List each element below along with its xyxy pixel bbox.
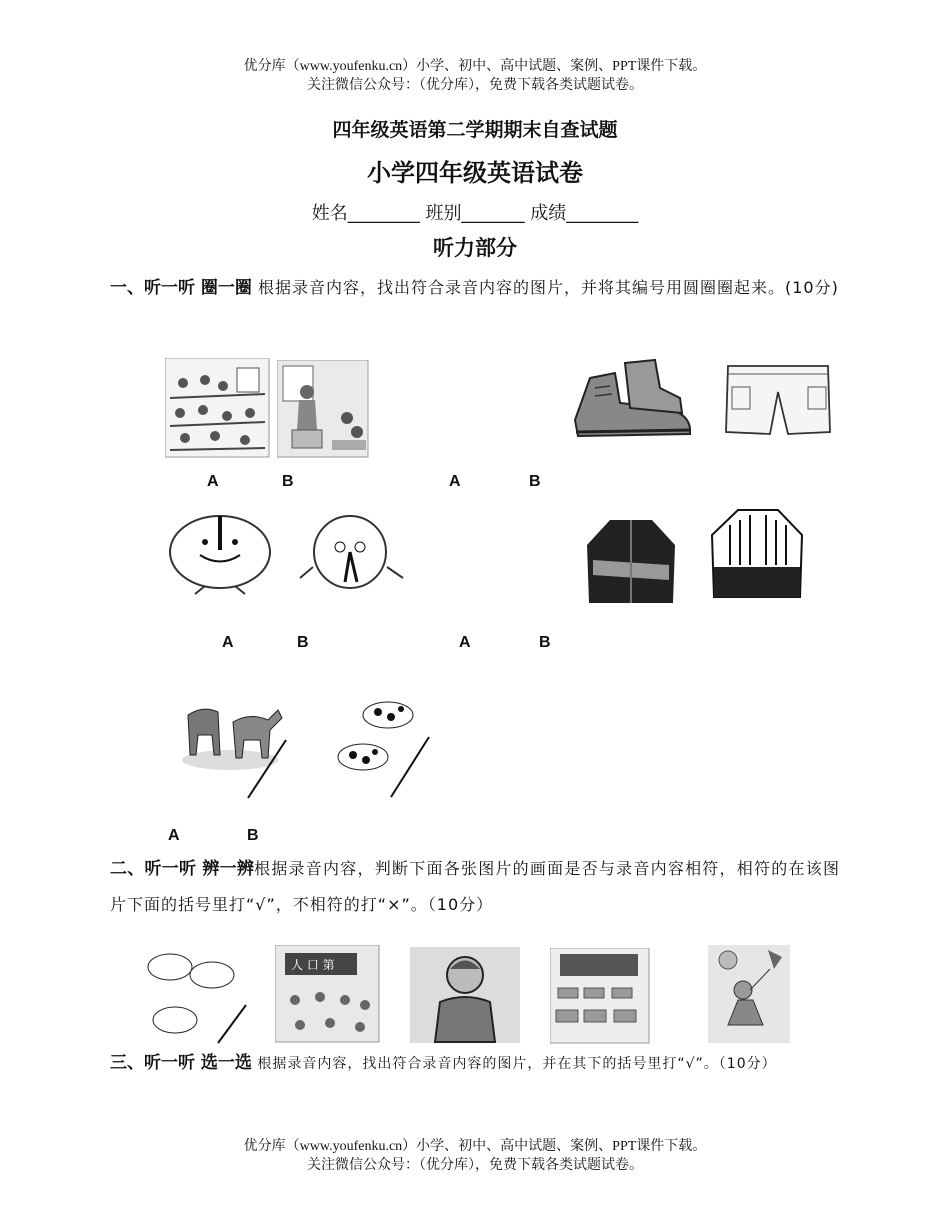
classroom-blackboard-picture bbox=[275, 945, 380, 1043]
label-a: A bbox=[449, 473, 461, 490]
horses-picture bbox=[178, 700, 288, 800]
label-b: B bbox=[282, 473, 294, 490]
question-1 bbox=[110, 270, 840, 306]
header-line-1: 优分库（www.youfenku.cn）小学、初中、高中试题、案例、PPT课件下载。 bbox=[243, 59, 707, 74]
question-1-heading: 一、听一听 圈一圈 bbox=[110, 278, 252, 298]
jacket-picture-b bbox=[710, 505, 805, 600]
label-b: B bbox=[539, 634, 551, 651]
student-info-line: 姓名________ 班别_______ 成绩________ bbox=[311, 203, 639, 224]
question-3 bbox=[110, 1045, 840, 1082]
boy-picture bbox=[410, 947, 520, 1043]
girl-kite-picture bbox=[708, 945, 790, 1043]
clock-picture-b bbox=[295, 512, 410, 592]
classroom-picture-b bbox=[277, 360, 369, 458]
label-b: B bbox=[297, 634, 309, 651]
section-title: 听力部分 bbox=[433, 236, 517, 260]
question-2-text: 根据录音内容，判断下面各张图片的画面是否与录音内容相符，相符的在该图片下面的括号里打“√”，不相符的打“×”。（10分） bbox=[110, 859, 840, 914]
jacket-picture-a bbox=[585, 515, 677, 605]
label-b: B bbox=[529, 473, 541, 490]
question-1-text: 根据录音内容，找出符合录音内容的图片，并将其编号用圆圈圈起来。(10分) bbox=[251, 278, 839, 297]
label-a: A bbox=[168, 827, 180, 844]
label-b: B bbox=[247, 827, 259, 844]
paper-title: 小学四年级英语试卷 bbox=[367, 159, 583, 187]
empty-classroom-picture bbox=[550, 948, 650, 1044]
shorts-picture bbox=[720, 362, 835, 437]
sheep-picture bbox=[140, 945, 248, 1045]
clock-picture-a bbox=[165, 510, 275, 595]
exam-title: 四年级英语第二学期期末自查试题 bbox=[332, 119, 618, 141]
question-3-heading: 三、听一听 选一选 bbox=[110, 1053, 252, 1073]
classroom-picture-a bbox=[165, 358, 270, 458]
question-3-text: 根据录音内容，找出符合录音内容的图片，并在其下的括号里打“√”。（10分） bbox=[251, 1056, 777, 1072]
question-2-heading: 二、听一听 辨一辨 bbox=[110, 859, 255, 879]
header-line-2: 关注微信公众号：（优分库），免费下载各类试题试卷。 bbox=[307, 78, 643, 93]
question-2 bbox=[110, 851, 840, 922]
label-a: A bbox=[459, 634, 471, 651]
label-a: A bbox=[207, 473, 219, 490]
cows-picture bbox=[333, 697, 433, 799]
boots-picture bbox=[570, 358, 695, 443]
footer-line-1: 优分库（www.youfenku.cn）小学、初中、高中试题、案例、PPT课件下载。 bbox=[243, 1139, 707, 1154]
footer-line-2: 关注微信公众号：（优分库），免费下载各类试题试卷。 bbox=[307, 1158, 643, 1173]
label-a: A bbox=[222, 634, 234, 651]
blackboard-text: 人 口 第 bbox=[291, 958, 335, 972]
